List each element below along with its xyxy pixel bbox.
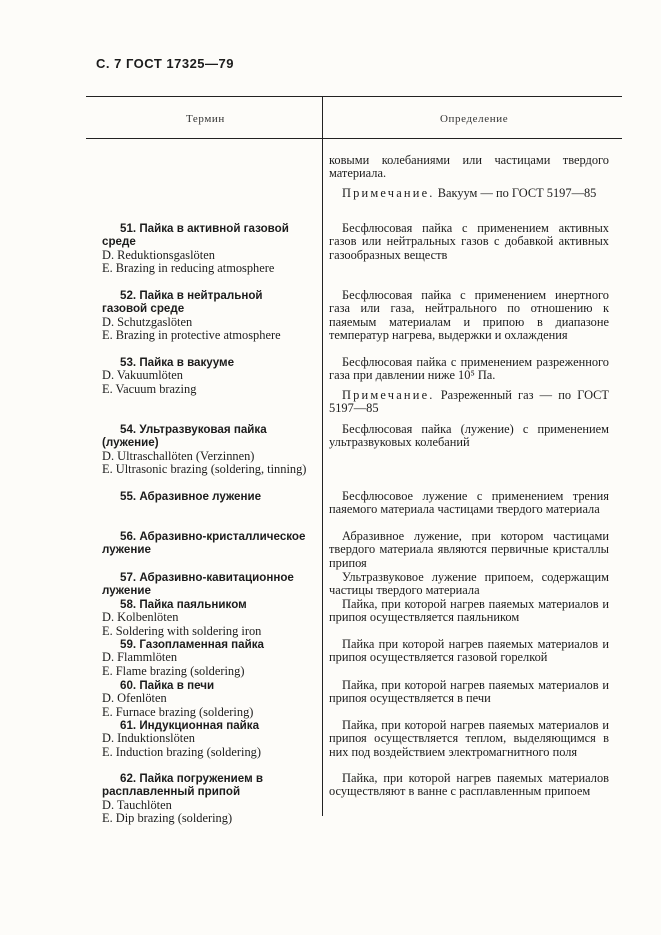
term-german: D. Tauchlöten	[102, 797, 172, 812]
term-english: E. Brazing in protective atmosphere	[102, 328, 281, 343]
definition-62: Пайка, при которой нагрев паяемых материалов осуществляют в ванне с расплавленным припоем	[329, 771, 609, 799]
continuation-text: ковыми колебаниями или частицами твердого материала.	[329, 153, 609, 181]
term-german: D. Schutzgaslöten	[102, 314, 193, 329]
terms-column-header: Термин	[186, 113, 225, 125]
term-57	[96, 571, 308, 598]
term-54	[96, 423, 308, 477]
term-61	[96, 719, 308, 759]
definition-53: Бесфлюсовая пайка с применением разреженного газа при давлении ниже 10⁵ Па.	[329, 355, 609, 383]
term-title: 59. Газопламенная пайка	[120, 638, 265, 651]
term-title: 56. Абразивно-кристаллическое лужение	[102, 530, 306, 557]
term-english: E. Vacuum brazing	[102, 381, 197, 396]
term-german: D. Reduktionsgaslöten	[102, 247, 215, 262]
definition-57: Ультразвуковое лужение припоем, содержащим частицы твердого материала	[329, 570, 609, 598]
term-51	[96, 222, 308, 276]
note-text: Вакуум — по ГОСТ 5197—85	[437, 186, 597, 200]
note-label: Примечание.	[342, 186, 435, 200]
term-german: D. Ultraschallöten (Verzinnen)	[102, 448, 255, 463]
definition-60: Пайка, при которой нагрев паяемых материалов и припоя осуществляется в печи	[329, 678, 609, 706]
definition-54: Бесфлюсовая пайка (лужение) с применением ультразвуковых колебаний	[329, 422, 609, 450]
term-title: 61. Индукционная пайка	[120, 719, 260, 732]
term-english: E. Ultrasonic brazing (soldering, tinning)	[102, 462, 307, 477]
term-german: D. Kolbenlöten	[102, 610, 179, 625]
term-53	[96, 356, 308, 396]
definition-52: Бесфлюсовая пайка с применением инертного газа или газа, нейтрального по отношению к паяемым материалам и припою в диапазоне температур нагрева, выдержки и охлаждения	[329, 288, 609, 343]
term-english: E. Brazing in reducing atmosphere	[102, 261, 275, 276]
term-62	[96, 772, 308, 826]
note-rarefied-gas	[329, 389, 609, 416]
term-german: D. Induktionslöten	[102, 731, 195, 746]
term-english: E. Dip brazing (soldering)	[102, 811, 233, 826]
term-title: 62. Пайка погружением в расплавленный припой	[102, 772, 264, 799]
note-label: Примечание.	[342, 388, 435, 402]
term-title: 58. Пайка паяльником	[120, 598, 247, 611]
note-text: Разреженный газ — по ГОСТ 5197—85	[329, 388, 609, 416]
term-60	[96, 679, 308, 719]
term-title: 54. Ультразвуковая пайка (лужение)	[102, 423, 267, 450]
definition-61: Пайка, при которой нагрев паяемых материалов и припоя осуществляется теплом, выделяющимся в них под воздействием электромагнитного поля	[329, 718, 609, 759]
column-divider	[322, 96, 323, 816]
term-german: D. Flammlöten	[102, 650, 178, 665]
term-english: E. Furnace brazing (soldering)	[102, 704, 254, 719]
term-56	[96, 530, 308, 557]
definition-55: Бесфлюсовое лужение с применением трения паяемого материала частицами твердого материала	[329, 489, 609, 517]
term-title: 57. Абразивно-кавитационное лужение	[102, 571, 294, 598]
term-english: E. Induction brazing (soldering)	[102, 744, 261, 759]
definition-column-header: Определение	[440, 113, 509, 125]
term-title: 55. Абразивное лужение	[120, 490, 262, 503]
term-german: D. Ofenlöten	[102, 691, 167, 706]
note-vacuum	[329, 187, 609, 200]
term-title: 51. Пайка в активной газовой среде	[102, 222, 289, 249]
definition-56: Абразивное лужение, при котором частицами твердого материала являются первичные кристаллы припоя	[329, 529, 609, 570]
term-title: 53. Пайка в вакууме	[120, 356, 235, 369]
term-title: 52. Пайка в нейтральной газовой среде	[102, 289, 263, 316]
term-title: 60. Пайка в печи	[120, 679, 215, 692]
table-header-rule	[86, 138, 622, 139]
term-58	[96, 598, 308, 638]
page-header: С. 7 ГОСТ 17325—79	[96, 56, 234, 71]
term-52	[96, 289, 308, 343]
definition-58: Пайка, при которой нагрев паяемых материалов и припоя осуществляется паяльником	[329, 597, 609, 625]
term-59	[96, 638, 308, 678]
definition-51: Бесфлюсовая пайка с применением активных газов или нейтральных газов с добавкой активных газообразных веществ	[329, 221, 609, 262]
table-top-rule	[86, 96, 622, 97]
term-55	[96, 490, 308, 503]
definition-59: Пайка при которой нагрев паяемых материалов и припоя осуществляется газовой горелкой	[329, 637, 609, 665]
term-english: E. Flame brazing (soldering)	[102, 663, 245, 678]
term-english: E. Soldering with soldering iron	[102, 623, 262, 638]
term-german: D. Vakuumlöten	[102, 368, 183, 383]
